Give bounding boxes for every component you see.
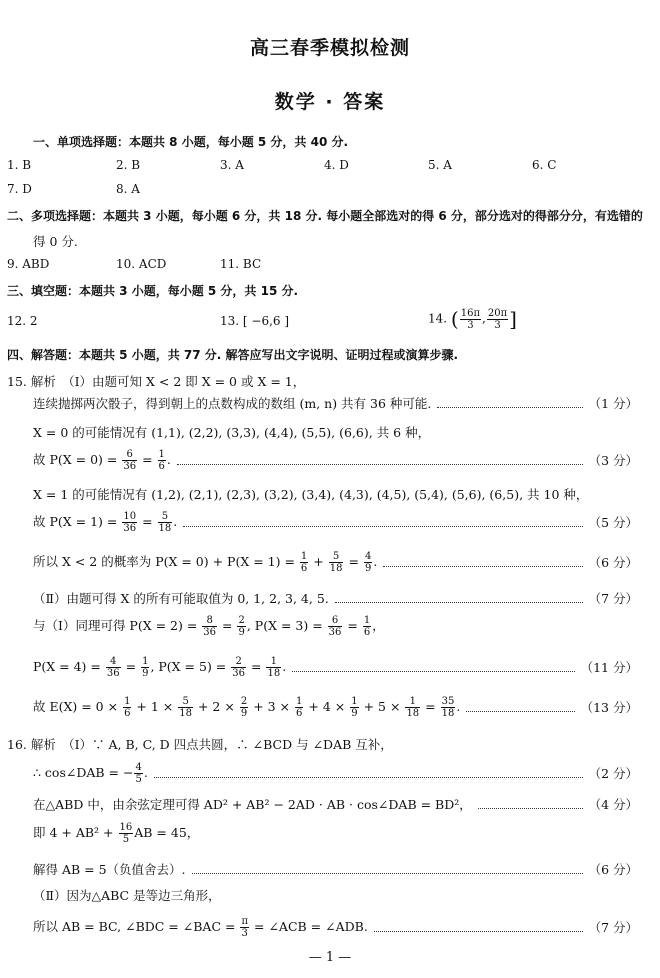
score: （7 分） [588, 591, 638, 606]
section3-heading: 三、填空题：本题共 3 小题，每小题 5 分，共 15 分. [7, 284, 299, 298]
score: （6 分） [588, 862, 638, 877]
score: （3 分） [588, 453, 638, 468]
q15-line2: 连续抛掷两次骰子，得到朝上的点数构成的数组 (m, n) 共有 36 种可能. （1 分） [33, 396, 638, 411]
q15-line3: X = 0 的可能情况有 (1,1), (2,2), (3,3), (4,4), (5,5), (6,6), 共 6 种， [33, 425, 431, 440]
score: （11 分） [580, 660, 638, 675]
q16-line3: 在△ABD 中，由余弦定理可得 AD² + AB² − 2AD · AB · cos∠DAB = BD²， （4 分） [33, 797, 638, 812]
answer-11: 11. BC [220, 257, 262, 271]
page-number: — 1 — [308, 950, 352, 965]
q16-line1: 16. 解析 （Ⅰ）∵ A, B, C, D 四点共圆，∴ ∠BCD 与 ∠DAB 互补， [7, 737, 393, 752]
q15-line4: 故 P(X = 0) = $\frac{6}{36}$ = $\frac{1}{6}$ . （3 分） [33, 448, 638, 472]
answer-2: 2. B [116, 158, 141, 172]
answer-9: 9. ABD [7, 257, 50, 271]
score: （4 分） [588, 797, 638, 812]
answer-14: 14. ( $\frac{16\pi}{3}$ , $\frac{20\pi}{3}$ ] [428, 307, 517, 331]
fraction: $\frac{20\pi}{3}$ [487, 307, 508, 331]
section2-heading: 二、多项选择题：本题共 3 小题，每小题 6 分，共 18 分. 每小题全部选对的得 6 分，部分选对的得部分分，有选错的 [7, 209, 643, 223]
answer-7: 7. D [7, 182, 32, 196]
page-title: 高三春季模拟检测 [249, 37, 410, 59]
answer-10: 10. ACD [116, 257, 167, 271]
score: （1 分） [588, 396, 638, 411]
q16-line6: （Ⅱ）因为△ABC 是等边三角形， [33, 888, 221, 903]
q15-line8: （Ⅱ）由题可得 X 的所有可能取值为 0, 1, 2, 3, 4, 5. （7 分） [33, 591, 638, 606]
q15-line6: 故 P(X = 1) = $\frac{10}{36}$ = $\frac{5}{18}$ . （5 分） [33, 510, 638, 534]
score: （6 分） [588, 555, 638, 570]
q16-line4: 即 4 + AB² + $\frac{16}{5}$ AB = 45， [33, 822, 200, 845]
answer-3: 3. A [220, 158, 244, 172]
score: （2 分） [588, 766, 638, 781]
section2-heading-cont: 得 0 分. [33, 234, 78, 249]
answer-1: 1. B [7, 158, 32, 172]
q15-line11: 故 E(X) = 0 × $\frac{1}{6}$ + 1 × $\frac{5}{18}$ + 2 × $\frac{2}{9}$ + 3 × $\frac{1}{6}$ + 4 × $\frac{1}{9}$ + 5 × $\frac{1}{18}$ = $\frac{35}{18}$ . （13 分） [33, 695, 638, 719]
page-subtitle: 数学 · 答案 [274, 91, 386, 113]
q15-line10: P(X = 4) = $\frac{4}{36}$ = $\frac{1}{9}$ , P(X = 5) = $\frac{2}{36}$ = $\frac{1}{18}$ . （11 分） [33, 655, 638, 679]
score: （7 分） [588, 920, 638, 935]
q15-line9: 与（Ⅰ）同理可得 P(X = 2) = $\frac{8}{36}$ = $\frac{2}{9}$ , P(X = 3) = $\frac{6}{36}$ = $\frac{1}{6}$ ， [33, 615, 385, 638]
q15-line1: 15. 解析 （Ⅰ）由题可知 X < 2 即 X = 0 或 X = 1， [7, 374, 306, 389]
answer-13: 13. [ −6,6 ] [220, 314, 290, 328]
answer-12: 12. 2 [7, 314, 38, 328]
section1-heading: 一、单项选择题：本题共 8 小题，每小题 5 分，共 40 分. [33, 135, 349, 149]
score: （5 分） [588, 515, 638, 530]
q15-line7: 所以 X < 2 的概率为 P(X = 0) + P(X = 1) = $\frac{1}{6}$ + $\frac{5}{18}$ = $\frac{4}{9}$ . （6 分） [33, 550, 638, 574]
section4-heading: 四、解答题：本题共 5 小题，共 77 分. 解答应写出文字说明、证明过程或演算步骤. [7, 348, 459, 362]
answer-4: 4. D [324, 158, 349, 172]
answer-5: 5. A [428, 158, 452, 172]
answer-8: 8. A [116, 182, 140, 196]
q16-line2: ∴ cos∠DAB = − $\frac{4}{5}$ . （2 分） [33, 761, 638, 785]
q16-line7: 所以 AB = BC, ∠BDC = ∠BAC = $\frac{\pi}{3}$ = ∠ACB = ∠ADB. （7 分） [33, 915, 638, 939]
q16-line5: 解得 AB = 5（负值舍去）. （6 分） [33, 862, 638, 877]
q15-line5: X = 1 的可能情况有 (1,2), (2,1), (2,3), (3,2), (3,4), (4,3), (4,5), (5,4), (5,6), (6,5), 共 10 种， [33, 487, 589, 502]
fraction: $\frac{16\pi}{3}$ [460, 307, 481, 331]
score: （13 分） [580, 700, 638, 715]
answer-6: 6. C [532, 158, 557, 172]
